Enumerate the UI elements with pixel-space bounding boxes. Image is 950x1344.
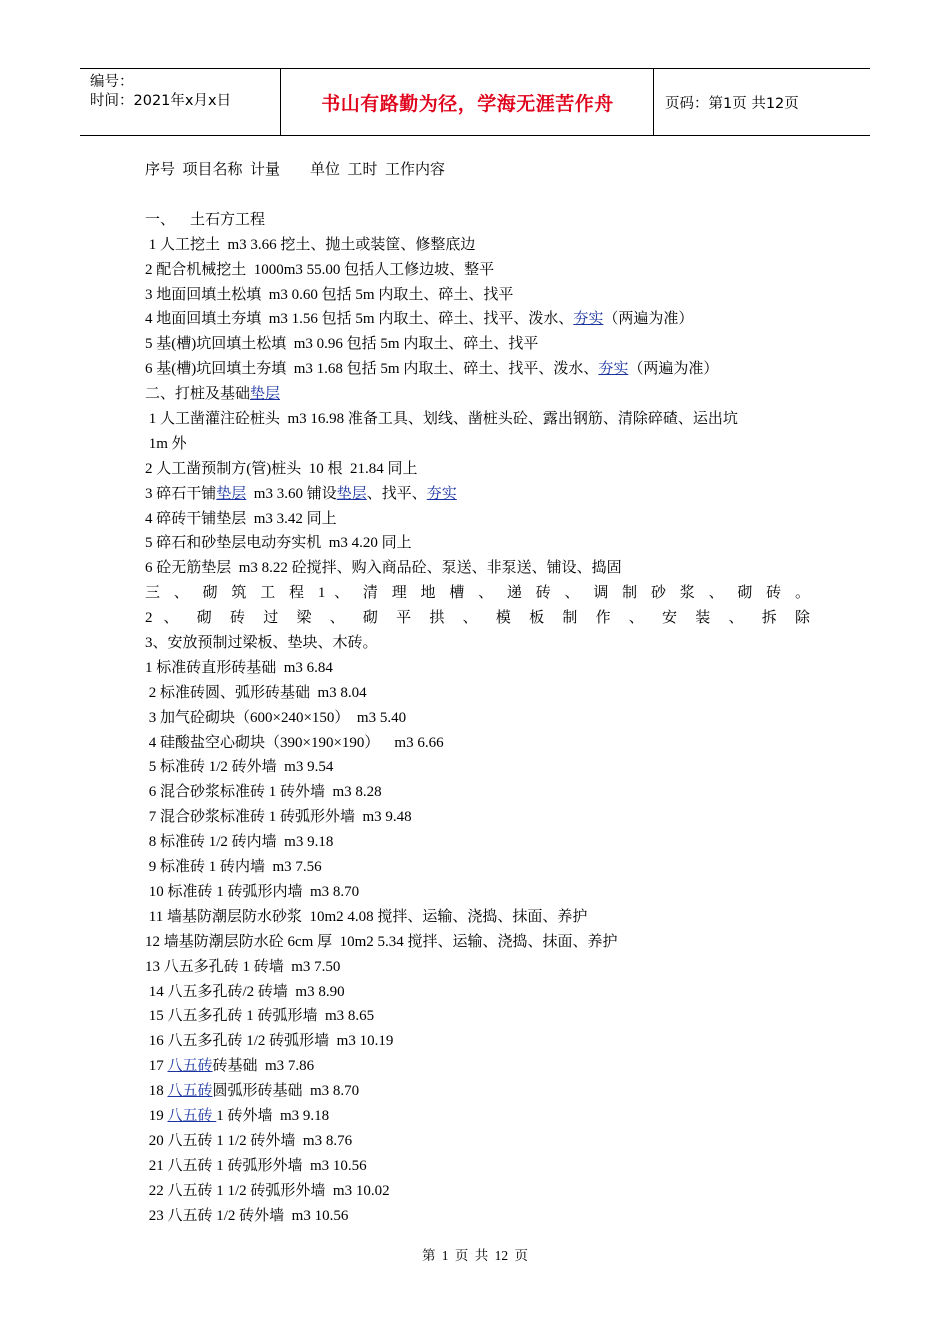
header-motto: 书山有路勤为径，学海无涯苦作舟 (282, 69, 654, 135)
list-item: 2 配合机械挖土 1000m3 55.00 包括人工修边坡、整平 (145, 261, 495, 278)
section-title-piling: 二、打桩及基础垫层 (145, 386, 281, 403)
list-item: 6 基(槽)坑回填土夯填 m3 1.68 包括 5m 内取土、碎土、找平、泼水、夯实（两遍为准） (145, 361, 719, 378)
list-item: 11 墙基防潮层防水砂浆 10m2 4.08 搅拌、运输、浇捣、抹面、养护 (145, 908, 588, 925)
list-item: 19 八五砖 1 砖外墙 m3 9.18 (145, 1107, 330, 1124)
list-item: 12 墙基防潮层防水砼 6cm 厚 10m2 5.34 搅拌、运输、浇捣、抹面、养护 (145, 933, 618, 950)
list-item-continued: 1m 外 (145, 435, 187, 452)
list-item: 2 标准砖圆、弧形砖基础 m3 8.04 (145, 684, 367, 701)
page-footer: 第 1 页 共 12 页 (421, 1248, 529, 1263)
list-item: 10 标准砖 1 砖弧形内墙 m3 8.70 (145, 883, 360, 900)
brick-link[interactable]: 八五砖 (167, 1107, 217, 1124)
header-meta-cell (80, 69, 281, 135)
list-item: 4 碎砖干铺垫层 m3 3.42 同上 (145, 510, 337, 527)
list-item: 15 八五多孔砖 1 砖弧形墙 m3 8.65 (145, 1008, 375, 1025)
brick-link[interactable]: 八五砖 (167, 1083, 213, 1100)
cushion-link[interactable]: 垫层 (250, 386, 281, 403)
document-body (145, 158, 810, 1228)
list-item: 3 碎石干铺垫层 m3 3.60 铺设垫层、找平、夯实 (145, 485, 457, 502)
list-item: 3 地面回填土松填 m3 0.60 包括 5m 内取土、碎土、找平 (145, 286, 514, 303)
list-item: 5 碎石和砂垫层电动夯实机 m3 4.20 同上 (145, 535, 412, 552)
list-item: 8 标准砖 1/2 砖内墙 m3 9.18 (145, 834, 334, 851)
list-item: 1 标准砖直形砖基础 m3 6.84 (145, 659, 333, 676)
section-intro: 2 、 砌 砖 过 梁 、 砌 平 拱 、 模 板 制 作 、 安 装 、 拆 除 (145, 610, 810, 627)
list-item: 13 八五多孔砖 1 砖墙 m3 7.50 (145, 958, 341, 975)
cushion-link[interactable]: 垫层 (336, 485, 367, 502)
list-item: 9 标准砖 1 砖内墙 m3 7.56 (145, 859, 322, 876)
section-title-earthwork: 一、 土石方工程 (145, 211, 266, 228)
list-item: 3 加气砼砌块（600×240×150） m3 5.40 (145, 709, 407, 726)
list-item: 5 基(槽)坑回填土松填 m3 0.96 包括 5m 内取土、碎土、找平 (145, 336, 539, 353)
list-item: 23 八五砖 1/2 砖外墙 m3 10.56 (145, 1207, 349, 1224)
list-item: 16 八五多孔砖 1/2 砖弧形墙 m3 10.19 (145, 1033, 394, 1050)
list-item: 17 八五砖砖基础 m3 7.86 (145, 1058, 315, 1075)
time-label: 时间：2021年x月x日 (90, 93, 232, 109)
tamp-link[interactable]: 夯实 (426, 485, 457, 502)
tamp-link[interactable]: 夯实 (598, 361, 629, 378)
list-item: 1 人工凿灌注砼桩头 m3 16.98 准备工具、划线、凿桩头砼、露出钢筋、清除碎碴、运出坑 (145, 411, 738, 428)
list-item: 4 地面回填土夯填 m3 1.56 包括 5m 内取土、碎土、找平、泼水、夯实（两遍为准） (145, 311, 694, 328)
header-page-label: 页码：第1页 共12页 (665, 95, 799, 112)
list-item: 1 人工挖土 m3 3.66 挖土、抛土或装筐、修整底边 (145, 236, 476, 253)
table-header: 序号 项目名称 计量 单位 工时 工作内容 (145, 162, 446, 178)
cushion-link[interactable]: 垫层 (216, 485, 247, 502)
brick-link[interactable]: 八五砖 (167, 1058, 213, 1075)
list-item: 6 混合砂浆标准砖 1 砖外墙 m3 8.28 (145, 784, 382, 801)
tamp-link[interactable]: 夯实 (573, 311, 604, 328)
section-title-masonry: 三 、 砌 筑 工 程 1 、 清 理 地 槽 、 递 砖 、 调 制 砂 浆 、 砌 砖 。 (145, 585, 810, 602)
list-item: 22 八五砖 1 1/2 砖弧形外墙 m3 10.02 (145, 1182, 390, 1199)
number-label: 编号： (90, 74, 134, 90)
section-intro: 3、安放预制过梁板、垫块、木砖。 (145, 635, 378, 652)
list-item: 21 八五砖 1 砖弧形外墙 m3 10.56 (145, 1157, 367, 1174)
list-item: 5 标准砖 1/2 砖外墙 m3 9.54 (145, 759, 334, 776)
list-item: 6 砼无筋垫层 m3 8.22 砼搅拌、购入商品砼、泵送、非泵送、铺设、捣固 (145, 560, 622, 577)
list-item: 2 人工凿预制方(管)桩头 10 根 21.84 同上 (145, 460, 418, 477)
list-item: 4 硅酸盐空心砌块（390×190×190） m3 6.66 (145, 734, 444, 751)
list-item: 18 八五砖圆弧形砖基础 m3 8.70 (145, 1083, 360, 1100)
document-header (80, 68, 870, 136)
list-item: 14 八五多孔砖/2 砖墙 m3 8.90 (145, 983, 345, 1000)
list-item: 7 混合砂浆标准砖 1 砖弧形外墙 m3 9.48 (145, 809, 412, 826)
list-item: 20 八五砖 1 1/2 砖外墙 m3 8.76 (145, 1132, 353, 1149)
